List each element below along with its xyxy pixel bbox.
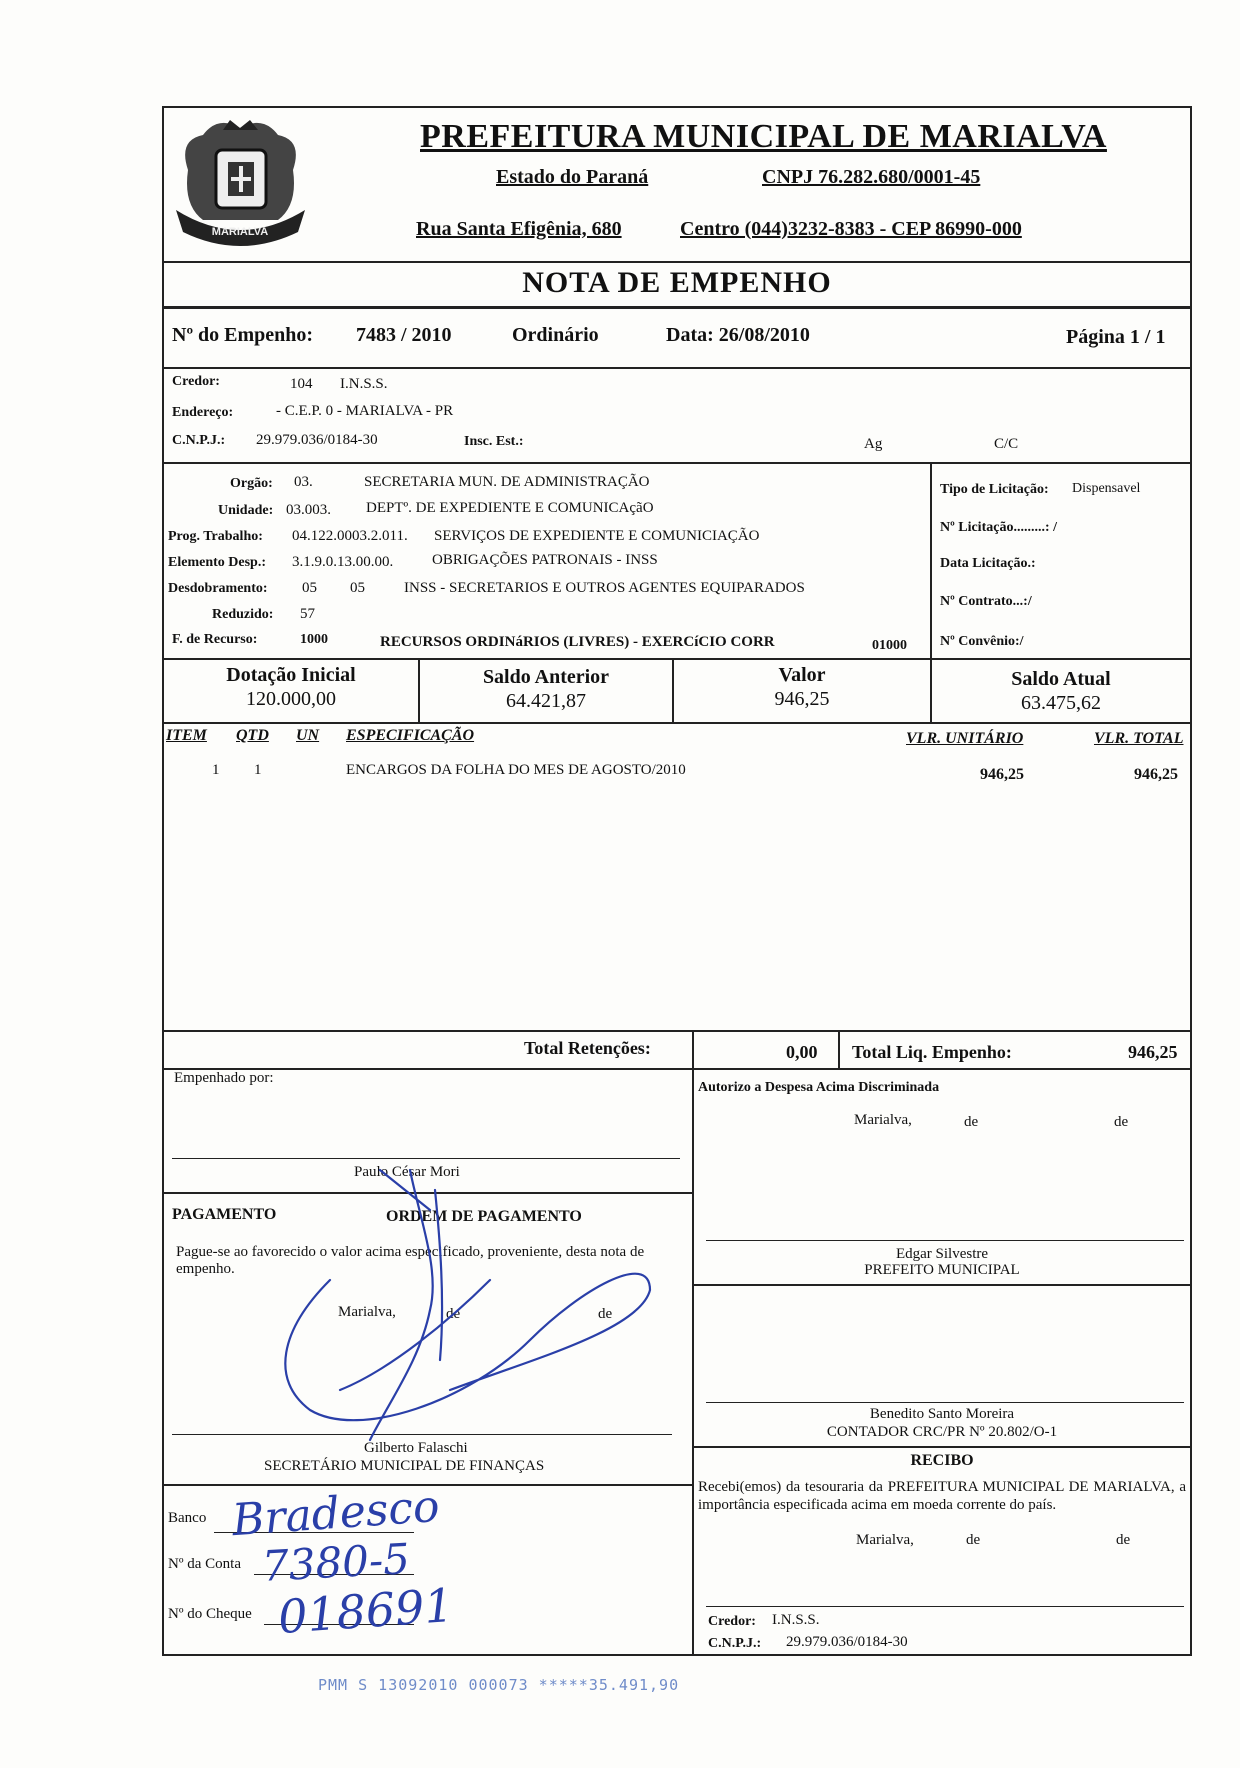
prog-trabalho-label: Prog. Trabalho: bbox=[168, 529, 263, 544]
recibo-local: Marialva, bbox=[856, 1532, 914, 1548]
ordem-pagamento-label: ORDEM DE PAGAMENTO bbox=[386, 1208, 582, 1225]
prefeito-title: PREFEITO MUNICIPAL bbox=[864, 1262, 1020, 1278]
desdobramento-desc: INSS - SECRETARIOS E OUTROS AGENTES EQUIPARADOS bbox=[404, 580, 805, 596]
banco-label: Banco bbox=[168, 1510, 207, 1526]
items-header-vlr-total: VLR. TOTAL bbox=[1094, 730, 1184, 747]
endereco-label: Endereço: bbox=[172, 405, 234, 420]
reduzido-label: Reduzido: bbox=[212, 607, 274, 622]
data-licitacao: Data Licitação.: bbox=[940, 556, 1036, 571]
municipality-contact: Centro (044)3232-8383 - CEP 86990-000 bbox=[680, 218, 1022, 240]
total-retencoes-value: 0,00 bbox=[786, 1042, 818, 1062]
credor-code: 104 bbox=[290, 376, 313, 392]
item-vlr-unitario: 946,25 bbox=[980, 766, 1024, 783]
municipality-cnpj: CNPJ 76.282.680/0001-45 bbox=[762, 166, 981, 188]
autorizo-de-1: de bbox=[964, 1114, 979, 1130]
recibo-cnpj-label: C.N.P.J.: bbox=[708, 1636, 762, 1651]
prog-trabalho-desc: SERVIÇOS DE EXPEDIENTE E COMUNICIAÇÃO bbox=[434, 528, 760, 544]
municipality-title: PREFEITURA MUNICIPAL DE MARIALVA bbox=[420, 118, 1107, 155]
item-especificacao: ENCARGOS DA FOLHA DO MES DE AGOSTO/2010 bbox=[346, 762, 686, 778]
saldo-atual-label: Saldo Atual bbox=[1011, 668, 1111, 690]
secretary-signature bbox=[270, 1160, 670, 1460]
fonte-recurso-label: F. de Recurso: bbox=[172, 632, 258, 647]
fonte-recurso-desc: RECURSOS ORDINáRIOS (LIVRES) - EXERCíCIO CORR bbox=[380, 634, 775, 650]
item-number: 1 bbox=[212, 762, 220, 778]
pagamento-label: PAGAMENTO bbox=[172, 1206, 277, 1223]
credor-label: Credor: bbox=[172, 374, 220, 389]
contador-title: CONTADOR CRC/PR Nº 20.802/O-1 bbox=[826, 1424, 1058, 1440]
dotacao-inicial-label: Dotação Inicial bbox=[226, 664, 356, 686]
fonte-recurso-code: 1000 bbox=[300, 632, 328, 647]
orgao-code: 03. bbox=[294, 474, 313, 490]
empenho-date: Data: 26/08/2010 bbox=[666, 324, 810, 346]
items-header-qtd: QTD bbox=[236, 727, 269, 744]
handwritten-cheque: 018691 bbox=[276, 1577, 456, 1645]
credor-name: I.N.S.S. bbox=[340, 376, 388, 392]
total-liquido-label: Total Liq. Empenho: bbox=[852, 1042, 1012, 1062]
pagamento-local: Marialva, bbox=[338, 1304, 396, 1320]
handwritten-conta: 7380-5 bbox=[260, 1534, 411, 1591]
conta-label: Nº da Conta bbox=[168, 1556, 241, 1572]
endereco-value: - C.E.P. 0 - MARIALVA - PR bbox=[276, 403, 454, 419]
prefeito-name: Edgar Silvestre bbox=[895, 1246, 989, 1262]
unidade-label: Unidade: bbox=[218, 503, 274, 518]
logo-banner-text: MARIALVA bbox=[211, 226, 269, 238]
items-header-item: ITEM bbox=[166, 727, 207, 744]
recibo-credor-label: Credor: bbox=[708, 1614, 756, 1629]
items-header-un: UN bbox=[296, 727, 320, 744]
empenho-number-label: Nº do Empenho: bbox=[172, 324, 314, 346]
saldo-atual-value: 63.475,62 bbox=[1021, 692, 1101, 714]
document-title: NOTA DE EMPENHO bbox=[522, 266, 832, 299]
credor-cnpj-label: C.N.P.J.: bbox=[172, 433, 226, 448]
insc-est-label: Insc. Est.: bbox=[464, 434, 524, 449]
autorizo-de-2: de bbox=[1114, 1114, 1129, 1130]
num-contrato: Nº Contrato...:/ bbox=[940, 594, 1032, 609]
tipo-licitacao-value: Dispensavel bbox=[1072, 481, 1141, 496]
total-liquido-value: 946,25 bbox=[1128, 1042, 1178, 1062]
item-qtd: 1 bbox=[254, 762, 262, 778]
empenho-type: Ordinário bbox=[512, 324, 599, 346]
dotacao-inicial-value: 120.000,00 bbox=[246, 688, 336, 710]
cheque-label: Nº do Cheque bbox=[168, 1606, 252, 1622]
cashier-stamp: PMM S 13092010 000073 *****35.491,90 bbox=[318, 1676, 680, 1694]
empenho-number: 7483 / 2010 bbox=[356, 324, 452, 346]
num-convenio: Nº Convênio:/ bbox=[940, 634, 1024, 649]
elemento-desc: OBRIGAÇÕES PATRONAIS - INSS bbox=[432, 552, 658, 568]
state-name: Estado do Paraná bbox=[496, 166, 649, 188]
tipo-licitacao-label: Tipo de Licitação: bbox=[940, 482, 1049, 497]
contador-name: Benedito Santo Moreira bbox=[869, 1406, 1015, 1422]
prog-trabalho-code: 04.122.0003.2.011. bbox=[292, 528, 408, 544]
coat-of-arms-logo bbox=[168, 110, 313, 250]
desdobramento-code-1: 05 bbox=[302, 580, 317, 596]
secretario-title: SECRETÁRIO MUNICIPAL DE FINANÇAS bbox=[264, 1458, 545, 1474]
page-indicator: Página 1 / 1 bbox=[1066, 326, 1166, 348]
handwritten-banco: Bradesco bbox=[230, 1480, 442, 1547]
autorizo-local: Marialva, bbox=[854, 1112, 912, 1128]
items-header-especificacao: ESPECIFICAÇÃO bbox=[346, 727, 475, 744]
agencia-label: Ag bbox=[864, 436, 883, 452]
valor-value: 946,25 bbox=[774, 688, 830, 710]
orgao-label: Orgão: bbox=[230, 476, 273, 491]
credor-cnpj-value: 29.979.036/0184-30 bbox=[256, 432, 378, 448]
empenhado-por-label: Empenhado por: bbox=[174, 1070, 274, 1086]
pagamento-de-1: de bbox=[446, 1306, 461, 1322]
orgao-desc: SECRETARIA MUN. DE ADMINISTRAÇÃO bbox=[364, 474, 650, 490]
valor-label: Valor bbox=[778, 664, 826, 686]
saldo-anterior-label: Saldo Anterior bbox=[482, 666, 610, 688]
elemento-label: Elemento Desp.: bbox=[168, 555, 266, 570]
conta-corrente-label: C/C bbox=[994, 436, 1019, 452]
empenhado-por-name: Paulo César Mori bbox=[354, 1164, 460, 1180]
unidade-desc: DEPTº. DE EXPEDIENTE E COMUNICAçãO bbox=[366, 500, 654, 516]
fonte-recurso-code-2: 01000 bbox=[872, 638, 907, 653]
recibo-de-2: de bbox=[1116, 1532, 1131, 1548]
recibo-credor-value: I.N.S.S. bbox=[772, 1612, 820, 1628]
items-header-vlr-unitario: VLR. UNITÁRIO bbox=[906, 730, 1024, 747]
desdobramento-code-2: 05 bbox=[350, 580, 365, 596]
autorizo-label: Autorizo a Despesa Acima Discriminada bbox=[698, 1080, 940, 1095]
secretario-name: Gilberto Falaschi bbox=[364, 1440, 468, 1456]
saldo-anterior-value: 64.421,87 bbox=[506, 690, 586, 712]
recibo-de-1: de bbox=[966, 1532, 981, 1548]
municipality-address: Rua Santa Efigênia, 680 bbox=[416, 218, 622, 240]
total-retencoes-label: Total Retenções: bbox=[524, 1038, 651, 1058]
pagamento-text: Pague-se ao favorecido o valor acima especificado, proveniente, desta nota de empenho. bbox=[176, 1244, 645, 1277]
reduzido-value: 57 bbox=[300, 606, 315, 622]
item-vlr-total: 946,25 bbox=[1134, 766, 1178, 783]
recibo-label: RECIBO bbox=[910, 1452, 974, 1469]
desdobramento-label: Desdobramento: bbox=[168, 581, 268, 596]
pagamento-de-2: de bbox=[598, 1306, 613, 1322]
elemento-code: 3.1.9.0.13.00.00. bbox=[292, 554, 394, 570]
unidade-code: 03.003. bbox=[286, 502, 331, 518]
num-licitacao: Nº Licitação.........: / bbox=[940, 520, 1057, 535]
recibo-cnpj-value: 29.979.036/0184-30 bbox=[786, 1634, 908, 1650]
recibo-text: Recebi(emos) da tesouraria da PREFEITURA MUNICIPAL DE MARIALVA, a importância especificada acima em moeda corrente do país. bbox=[698, 1479, 1186, 1513]
